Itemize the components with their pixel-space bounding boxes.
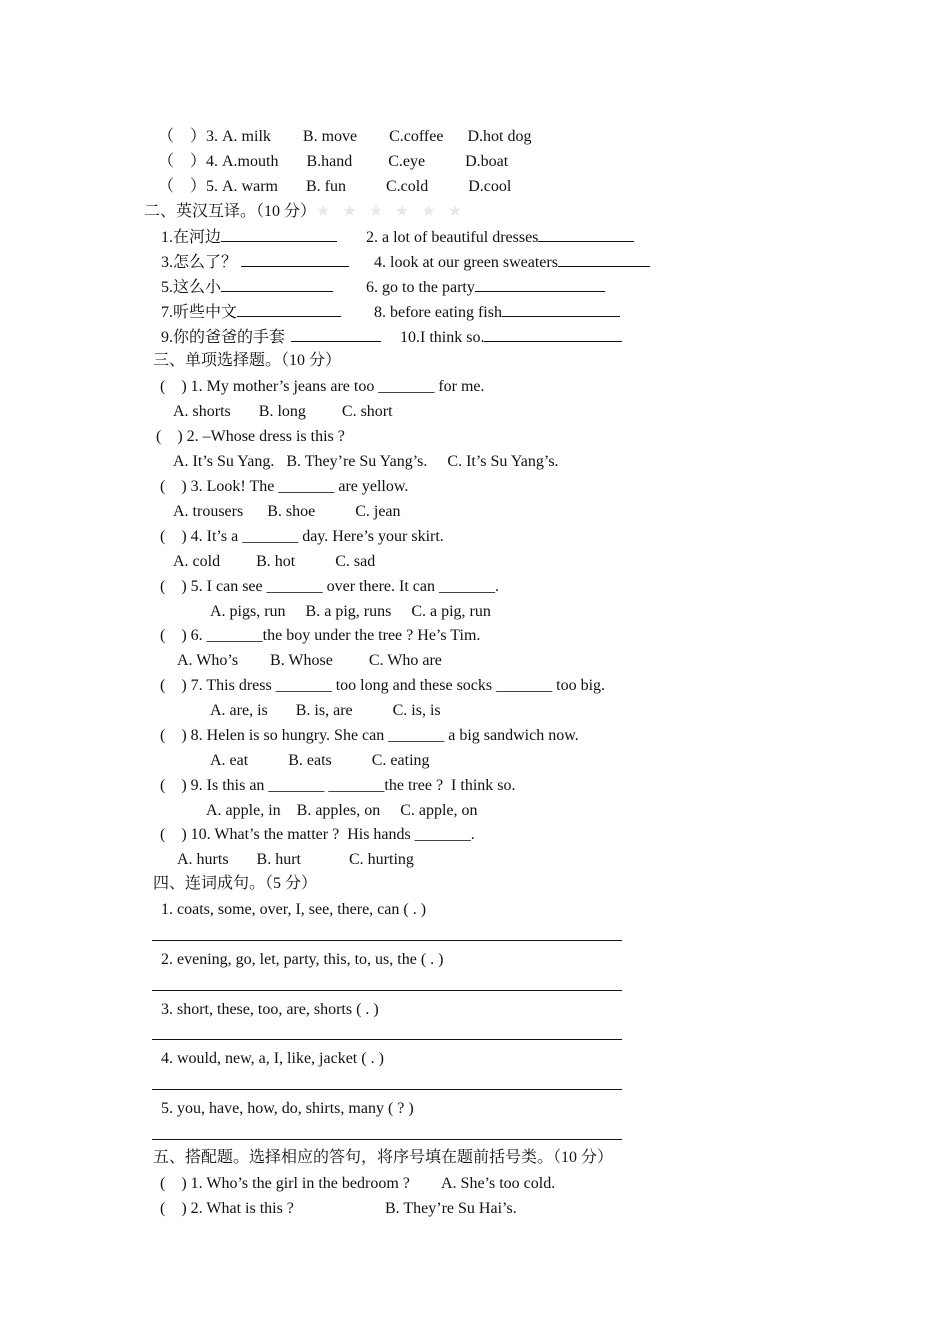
option-line: A. eat B. eats C. eating xyxy=(210,752,430,769)
watermark-stars: ★ ★ ★ ★ ★ ★ xyxy=(316,203,467,220)
question-line: ( ) 6. _______the boy under the tree ? He’s Tim. xyxy=(160,627,481,644)
translation-item: 5.这么小 xyxy=(161,277,333,298)
question-line: （ ）5. A. warm B. fun C.cold D.cool xyxy=(158,178,512,195)
option-line: A. trousers B. shoe C. jean xyxy=(173,503,401,520)
question-line: ( ) 8. Helen is so hungry. She can _______ a big sandwich now. xyxy=(160,727,579,744)
question-line: ( ) 2. –Whose dress is this ? xyxy=(156,428,345,445)
question-line: ( ) 1. My mother’s jeans are too _______ for me. xyxy=(160,378,485,395)
sentence-item: 1. coats, some, over, I, see, there, can ( . ) xyxy=(161,901,427,918)
answer-line[interactable] xyxy=(152,940,622,941)
option-line: A. shorts B. long C. short xyxy=(173,403,393,420)
section-heading: 四、连词成句。（5 分） xyxy=(153,875,318,892)
section-heading: 五、搭配题。选择相应的答句，将序号填在题前括号类。（10 分） xyxy=(153,1149,614,1166)
option-line: A. Who’s B. Whose C. Who are xyxy=(177,652,442,669)
translation-item: 4. look at our green sweaters xyxy=(374,252,650,273)
answer-blank[interactable] xyxy=(241,252,349,267)
match-question: ( ) 1. Who’s the girl in the bedroom ? xyxy=(160,1175,410,1192)
section-heading: 二、英汉互译。（10 分）★ ★ ★ ★ ★ ★ xyxy=(144,203,467,220)
translation-item: 8. before eating fish xyxy=(374,302,620,323)
translation-item: 3.怎么了？ xyxy=(161,252,349,273)
sentence-item: 3. short, these, too, are, shorts ( . ) xyxy=(161,1001,379,1018)
translation-item: 1.在河边 xyxy=(161,227,337,248)
match-answer: A. She’s too cold. xyxy=(441,1175,556,1192)
option-line: A. are, is B. is, are C. is, is xyxy=(210,702,441,719)
match-answer: B. They’re Su Hai’s. xyxy=(385,1200,517,1217)
translation-item: 2. a lot of beautiful dresses xyxy=(366,227,634,248)
translation-item: 10.I think so. xyxy=(400,327,622,348)
sentence-item: 5. you, have, how, do, shirts, many ( ? ) xyxy=(161,1100,414,1117)
question-line: ( ) 7. This dress _______ too long and these socks _______ too big. xyxy=(160,677,606,694)
answer-blank[interactable] xyxy=(237,302,341,317)
answer-blank[interactable] xyxy=(538,227,634,242)
answer-line[interactable] xyxy=(152,1089,622,1090)
question-line: ( ) 4. It’s a _______ day. Here’s your skirt. xyxy=(160,528,444,545)
option-line: A. It’s Su Yang. B. They’re Su Yang’s. C. It’s Su Yang’s. xyxy=(173,453,559,470)
question-line: ( ) 9. Is this an _______ _______the tree ? I think so. xyxy=(160,777,516,794)
translation-item: 9.你的爸爸的手套 xyxy=(161,327,381,348)
answer-blank[interactable] xyxy=(221,227,337,242)
option-line: A. apple, in B. apples, on C. apple, on xyxy=(206,802,478,819)
question-line: （ ）3. A. milk B. move C.coffee D.hot dog xyxy=(158,128,532,145)
option-line: A. pigs, run B. a pig, runs C. a pig, run xyxy=(210,603,491,620)
question-line: ( ) 10. What’s the matter ? His hands _______. xyxy=(160,826,475,843)
answer-blank[interactable] xyxy=(502,302,620,317)
option-line: A. hurts B. hurt C. hurting xyxy=(177,851,414,868)
answer-line[interactable] xyxy=(152,1139,622,1140)
question-line: ( ) 3. Look! The _______ are yellow. xyxy=(160,478,409,495)
translation-item: 7.听些中文 xyxy=(161,302,341,323)
match-question: ( ) 2. What is this ? xyxy=(160,1200,294,1217)
answer-line[interactable] xyxy=(152,990,622,991)
sentence-item: 2. evening, go, let, party, this, to, us, the ( . ) xyxy=(161,951,444,968)
translation-item: 6. go to the party xyxy=(366,277,605,298)
answer-blank[interactable] xyxy=(484,327,622,342)
answer-blank[interactable] xyxy=(475,277,605,292)
answer-blank[interactable] xyxy=(291,327,381,342)
answer-blank[interactable] xyxy=(558,252,650,267)
section-heading: 三、单项选择题。（10 分） xyxy=(153,352,342,369)
answer-blank[interactable] xyxy=(221,277,333,292)
option-line: A. cold B. hot C. sad xyxy=(173,553,376,570)
question-line: ( ) 5. I can see _______ over there. It can _______. xyxy=(160,578,499,595)
answer-line[interactable] xyxy=(152,1039,622,1040)
sentence-item: 4. would, new, a, I, like, jacket ( . ) xyxy=(161,1050,384,1067)
question-line: （ ）4. A.mouth B.hand C.eye D.boat xyxy=(158,153,509,170)
